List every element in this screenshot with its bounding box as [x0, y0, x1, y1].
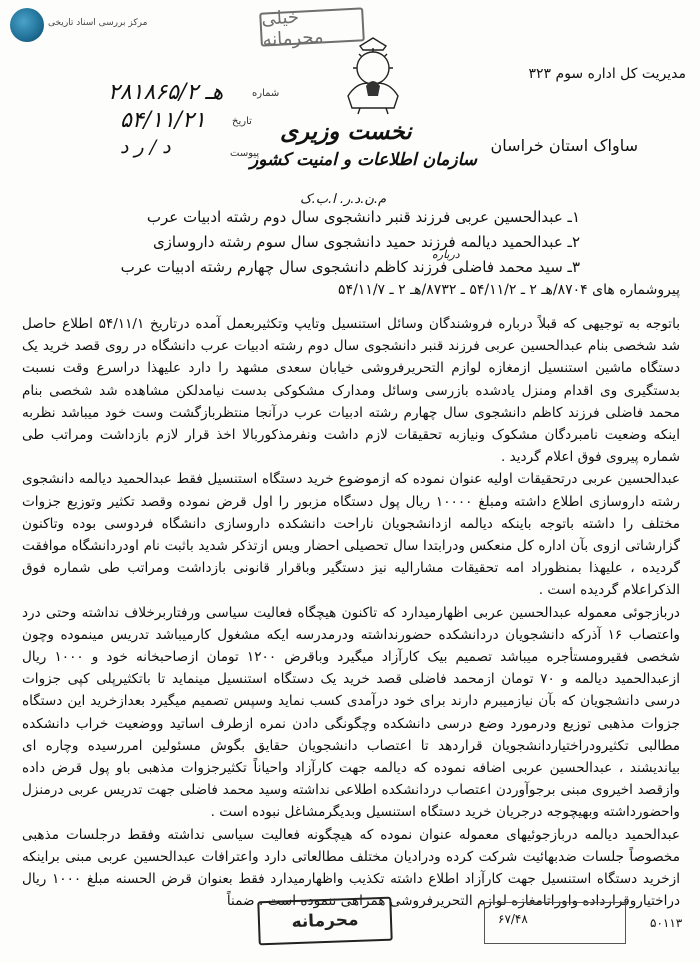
- subject-item-3: ۳ـ سید محمد فاضلی فرزند کاظم دانشجوی سال چهارم رشته ادبیات عرب: [120, 258, 580, 276]
- ministry-title: نخست وزیری: [280, 118, 412, 145]
- subject-item-2: ۲ـ عبدالحمید دیالمه فرزند حمید دانشجوی سال سوم رشته داروسازی: [152, 233, 580, 251]
- body-paragraph: عبدالحسین عربی درتحقیقات اولیه عنوان نموده که ازموضوع خرید دستگاه استنسیل فقط عبدالحمید دیالمه دانشجوی رشته داروسازی اطلاع داشته ومبلغ ۱۰۰۰۰ ریال پول دستگاه مزبور را اول قرض نموده وقصد تکثیر وتوزیع جزوات مختلف را داشته باتوجه باینکه دیالمه ازدانشجویان ناراحت دانشکده داروسازی دانشگاه فردوسی بوده وتاکنون گزارشاتی ازوی بآن اداره کل منعکس ودرابتدا سال تحصیلی احضار ویس ازتذکر شدید باثبت نام اودردانشگاه موافقت گردیده ، علیهذا بمنظوراد امه تحقیقات مشارالیه نیز دستگیر وباقرار قانونی بازداشت ومراتب طی شماره فوق الذکراعلام گردیده است .: [22, 471, 680, 599]
- archive-logo: [10, 8, 148, 48]
- archive-logo-icon: [10, 8, 44, 42]
- date-value: ۵۴/۱۱/۲۱: [120, 108, 206, 133]
- body-paragraph: باتوجه به توجیهی که قبلاً درباره فروشندگان وسائل استنسیل وتایپ وتکثیربعمل آمده درتاریخ ۵۴/۱۱/۱ اطلاع حاصل شد شخصی بنام عبدالحسین عربی فرزند قنبر دانشجوی سال دوم رشته ادبیات عرب دانشگاه در روی قصد خرید یک دستگاه ماشین استنسیل ازمغازه لوازم التحریرفروشی خیابان سعدی مشهد را دارد علیهذا دراسرع وقت نسبت بدستگیری وی اقدام ومنزل یادشده بازرسی وسائل ومدارک مشکوکی بدست نیامدلکن مشاهده شد شخصی بنام محمد فاضلی فرزند کاظم دانشجوی سال چهارم رشته ادبیات عرب درآنجا منتظربازگشت وست خود میباشد نظربه اینکه وضعیت نامبردگان مشکوک ونیازبه تحقیقات لازم داشت ونفرمذکوربالا اخذ قرار لازم بازداشت ومراتب طی شماره پیروی فوق اعلام گردید .: [22, 316, 681, 466]
- date-label: تاریخ: [232, 116, 252, 127]
- letter-body: [22, 313, 681, 910]
- attachment-value: د / ر د: [120, 136, 171, 158]
- classification-stamp: خیلی محرمانه: [259, 7, 365, 46]
- department-line: مدیریت کل اداره سوم ۳۲۳: [528, 66, 686, 82]
- office-line: ساواک استان خراسان: [490, 136, 638, 155]
- footer-date: ۶۷/۴۸: [498, 912, 528, 926]
- body-paragraph: عبدالحمید دیالمه دربازجوئیهای معموله عنوان نموده که هیچگونه فعالیت سیاسی نداشته وفقط درجلسات مذهبی مخصوصاً جلسات ضدبهائیت شرکت کرده ودرادیان مختلف مطالعاتی دارد واعترافات عبدالحسین عربی مبنی براینکه ازخرید دستگاه استنسیل جهت کارآزاد اطلاع داشته تکذیب واظهارمیدارد فقط بعنوان قرض الحسنه مبلغ ۱۰۰۰ ریال دراختیاروقرارداده واوراتامغازه لوازم التحریرفروشی همراهی ننموده است ، ضمناً: [22, 826, 680, 910]
- confidential-stamp: محرمانه: [257, 897, 392, 946]
- attachment-label: پیوست: [230, 148, 260, 159]
- footer-code: ۵۰۱۱۳: [650, 916, 683, 930]
- subject-label: درباره: [432, 248, 460, 261]
- lion-and-sun-emblem-icon: [338, 36, 408, 116]
- subject-item-1: ۱ـ عبدالحسین عربی فرزند قنبر دانشجوی سال دوم رشته ادبیات عرب: [146, 208, 580, 226]
- body-paragraph: دربازجوئی معموله عبدالحسین عربی اظهارمیدارد که تاکنون هیچگاه فعالیت سیاسی ورفتاربرخلاف نداشته وحتی درد واعتصاب ۱۶ آذرکه دانشجویان دردانشکده حضورنداشته ودرمدرسه ایکه مشغول کارمیباشد تدریس مینموده وچون شخصی فقیرومستأجره میباشد تصمیم بیک کارآزاد میگیرد وباقرض ۱۲۰۰ تومان ازصاحبخانه خود و ۱۰۰۰ ریال ازعبدالحمید دیالمه و ۷۰ تومان ازمحمد فاضلی قصد خرید یک دستگاه استنسیل مینماید تا باتکثیرپلی کپی جزوات درسی دانشجویان که بآن نیازمیبرم دارند برای خود درآمدی کسب نماید وسپس تصمیم میگیرد بعدازخرید این دستگاه جزوات مذهبی توزیع ودرمورد وضع درسی دانشکده وچگونگی دادن نمره ازطرف اساتید ووضعیت خراب دانشکده مطالبی تکثیرودراختیاردانشجویان قراردهد تا اعتصاب دانشجویان حقایق بگوش مسئولین امررسیده وچاره ای بیاندیشند ، عبدالحسین عربی اضافه نموده که دیالمه جهت کارآزاد واحیاناً تکثیرجزوات مذهبی باو پول قرض داده وازقصد اخیروی مبنی برجوآوردن اعتصاب دردانشکده اطلاعی نداشته وسید محمد فاضلی جهت تدریس عربی درمنزل واحضورداشته وبهیچوجه درجریان خرید دستگاه استنسیل وبدیگرمشاغل نبوده است .: [22, 604, 680, 821]
- archive-logo-text: مرکز بررسی اسناد تاریخی: [48, 18, 148, 28]
- reference-line: پیروشماره های ۸۷۰۴/هـ ۲ ـ ۵۴/۱۱/۲ ـ ۸۷۳۲/هـ ۲ ـ ۵۴/۱۱/۷: [338, 282, 680, 298]
- reference-note: م.ن.د.ر. ا.ب.ک: [300, 192, 387, 207]
- number-value: ۲۸۱۸۶۵/هـ ۲: [108, 80, 224, 105]
- number-label: شماره: [252, 88, 280, 99]
- organization-title: سازمان اطلاعات و امنیت کشور: [250, 150, 478, 170]
